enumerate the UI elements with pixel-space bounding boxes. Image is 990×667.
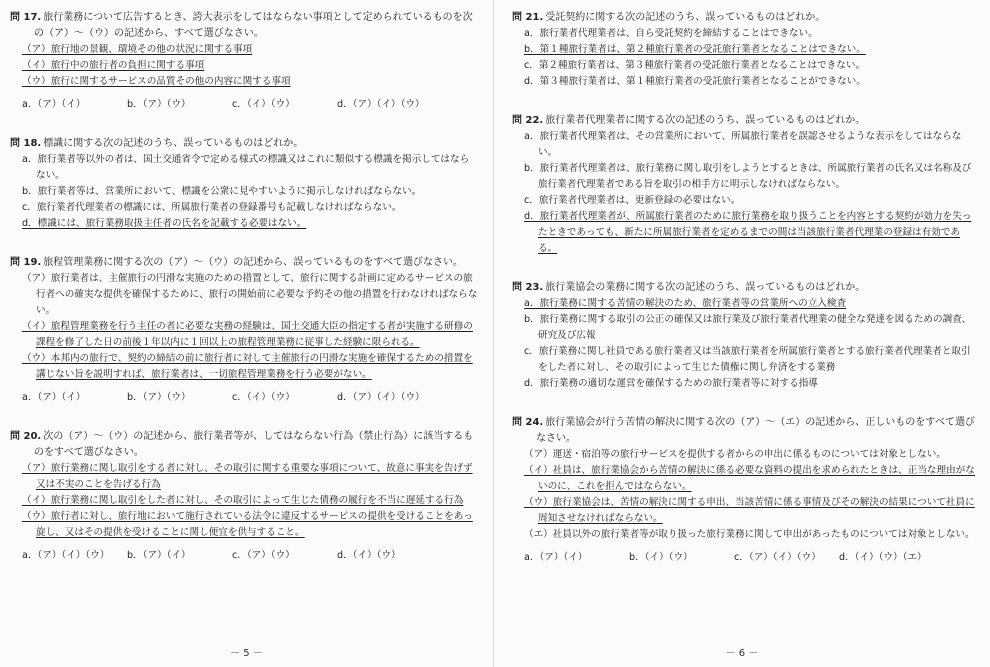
option-u: （ウ）本邦内の旅行で、契約の締結の前に旅行者に対して主催旅行の円滑な実施を確保するための措置を講じない旨を説明すれば、旅行業者は、一切旅程管理業務を行う必要がない。 bbox=[22, 353, 473, 380]
question-stem: 問 19. 旅程管理業務に関する次の（ア）～（ウ）の記述から、誤っているものをすべて選びなさい。 bbox=[10, 257, 464, 268]
question-18 bbox=[10, 136, 478, 232]
choice-d: d．（ア）（イ）（ウ） bbox=[337, 392, 425, 403]
choice-b: b．（ア）（イ） bbox=[127, 550, 191, 561]
question-stem: 問 22. 旅行業者代理業者に関する次の記述のうち、誤っているものはどれか。 bbox=[512, 115, 866, 126]
option-c: c．旅行業務に関し社員である旅行業者又は当該旅行業者を所属旅行業者とする旅行業者代理業者と取引をした者に対し、その取引によって生じた債権に関し弁済をする業務 bbox=[524, 346, 971, 373]
option-d: d．第３種旅行業者は、第１種旅行業者の受託旅行業者となることができない。 bbox=[524, 76, 866, 87]
choice-a: a．（ア）（イ） bbox=[22, 392, 86, 403]
answer-choices bbox=[22, 97, 478, 113]
choice-a: a．（ア）（イ）（ウ） bbox=[22, 550, 110, 561]
question-24 bbox=[512, 415, 978, 566]
option-b: b．旅行業務に関する取引の公正の確保又は旅行業及び旅行業者代理業の健全な発達を図るための調査、研究及び広報 bbox=[524, 314, 972, 341]
choice-d: d．（イ）（ウ） bbox=[337, 550, 401, 561]
option-i: （イ）旅行業務に関し取引をした者に対し、その取引によって生じた債務の履行を不当に遅延する行為 bbox=[22, 495, 464, 506]
option-a: （ア）旅行地の景観、環境その他の状況に関する事項 bbox=[22, 44, 253, 55]
option-d: d．標識には、旅行業務取扱主任者の氏名を記載する必要はない。 bbox=[22, 218, 307, 229]
question-stem: 問 21. 受託契約に関する次の記述のうち、誤っているものはどれか。 bbox=[512, 12, 826, 23]
option-u: （ウ）旅行業協会は、苦情の解決に関する申出、当該苦情に係る事情及びその解決の結果について社員に周知させなければならない。 bbox=[524, 497, 975, 524]
option-b: b．旅行業者等は、営業所において、標識を公衆に見やすいように掲示しなければならない。 bbox=[22, 186, 422, 197]
option-d: d．旅行業務の適切な運営を確保するための旅行業者等に対する指導 bbox=[524, 378, 818, 389]
choice-a: a．（ア）（イ） bbox=[22, 99, 86, 110]
page-number: － 5 － bbox=[230, 648, 263, 659]
option-c: c．旅行業者代理業者の標識には、所属旅行業者の登録番号も記載しなければならない。 bbox=[22, 202, 402, 213]
choice-c: c．（イ）（ウ） bbox=[232, 392, 295, 403]
choice-d: d．（ア）（イ）（ウ） bbox=[337, 99, 425, 110]
option-u: （ウ）旅行に関するサービスの品質その他の内容に関する事項 bbox=[22, 76, 291, 87]
answer-choices bbox=[524, 550, 978, 566]
question-stem: 問 18. 標識に関する次の記述のうち、誤っているものはどれか。 bbox=[10, 138, 304, 149]
answer-choices bbox=[22, 390, 478, 406]
left-column bbox=[10, 10, 478, 573]
option-a: a．旅行業者代理業者は、自ら受託契約を締結することはできない。 bbox=[524, 28, 818, 39]
right-page bbox=[494, 0, 990, 667]
option-i: （イ）社員は、旅行業協会から苦情の解決に係る必要な資料の提出を求められたときは、正当な理由がないのに、これを拒んではならない。 bbox=[524, 465, 975, 492]
question-17 bbox=[10, 10, 478, 113]
choice-b: b．（ア）（ウ） bbox=[127, 392, 191, 403]
option-d: d．旅行業者代理業者が、所属旅行業者のために旅行業務を取り扱うことを内容とする契約が効力を失ったときであっても、新たに所属旅行業者を定めるまでの間は当該旅行業者代理業の登録は有効である。 bbox=[524, 211, 972, 254]
question-22 bbox=[512, 113, 978, 257]
option-b: b．第１種旅行業者は、第２種旅行業者の受託旅行業者となることはできない。 bbox=[524, 44, 866, 55]
question-23 bbox=[512, 280, 978, 392]
option-a: a．旅行業者代理業者は、その営業所において、所属旅行業者を誤認させるような表示をしてはならない。 bbox=[524, 131, 962, 158]
question-stem: 問 24. 旅行業協会が行う苦情の解決に関する次の（ア）～（エ）の記述から、正しいものをすべて選びなさい。 bbox=[512, 417, 976, 444]
choice-b: b．（イ）（ウ） bbox=[629, 552, 693, 563]
left-page bbox=[0, 0, 494, 667]
question-stem: 問 23. 旅行業協会の業務に関する次の記述のうち、誤っているものはどれか。 bbox=[512, 282, 866, 293]
choice-c: c．（イ）（ウ） bbox=[232, 99, 295, 110]
option-i: （イ）旅程管理業務を行う主任の者に必要な実務の経験は、国土交通大臣の指定する者が実施する研修の課程を修了した日の前後１年以内に１回以上の旅程管理業務に従事した経験に限られる。 bbox=[22, 321, 473, 348]
option-a: a．旅行業者等以外の者は、国土交通省令で定める様式の標識又はこれに類似する標識を掲示してはならない。 bbox=[22, 154, 470, 181]
option-a: （ア）運送・宿泊等の旅行サービスを提供する者からの申出に係るものについては対象としない。 bbox=[524, 449, 946, 460]
question-20 bbox=[10, 429, 478, 564]
option-c: c．旅行業者代理業者は、更新登録の必要はない。 bbox=[524, 195, 741, 206]
option-a: （ア）旅行業者は、主催旅行の円滑な実施のための措置として、旅行に関する計画に定めるサービスの旅行者への確実な提供を確保するために、旅行の開始前に必要な予約その他の措置を行わなければならない。 bbox=[22, 273, 478, 316]
option-e: （エ）社員以外の旅行業者等が取り扱った旅行業務に関して申出があったものについては対象としない。 bbox=[524, 529, 975, 540]
choice-c: c．（ア）（イ）（ウ） bbox=[734, 552, 821, 563]
right-column bbox=[512, 10, 978, 575]
question-stem: 問 17. 旅行業務について広告するとき、誇大表示をしてはならない事項として定められているものを次の（ア）～（ウ）の記述から、すべて選びなさい。 bbox=[10, 12, 473, 39]
choice-b: b．（ア）（ウ） bbox=[127, 99, 191, 110]
option-a: a．旅行業務に関する苦情の解決のため、旅行業者等の営業所への立入検査 bbox=[524, 298, 847, 309]
option-b: b．旅行業者代理業者は、旅行業務に関し取引をしようとするときは、所属旅行業者の氏名又は名称及び旅行業者代理業者である旨を取引の相手方に明示しなければならない。 bbox=[524, 163, 972, 190]
option-a: （ア）旅行業務に関し取引をする者に対し、その取引に関する重要な事項について、故意に事実を告げず又は不実のことを告げる行為 bbox=[22, 463, 473, 490]
question-19 bbox=[10, 255, 478, 406]
page-number: － 6 － bbox=[725, 648, 759, 659]
choice-c: c．（ア）（ウ） bbox=[232, 550, 295, 561]
option-c: c．第２種旅行業者は、第３種旅行業者の受託旅行業者となることはできない。 bbox=[524, 60, 866, 71]
question-stem: 問 20. 次の（ア）～（ウ）の記述から、旅行業者等が、してはならない行為（禁止行為）に該当するものをすべて選びなさい。 bbox=[10, 431, 474, 458]
option-u: （ウ）旅行者に対し、旅行地において施行されている法令に違反するサービスの提供を受けることをあっ旋し、又はその提供を受けることに関し便宜を供与すること。 bbox=[22, 511, 473, 538]
question-21 bbox=[512, 10, 978, 90]
choice-d: d．（イ）（ウ）（エ） bbox=[839, 552, 927, 563]
answer-choices bbox=[22, 548, 478, 564]
option-i: （イ）旅行中の旅行者の負担に関する事項 bbox=[22, 60, 205, 71]
choice-a: a．（ア）（イ） bbox=[524, 552, 588, 563]
